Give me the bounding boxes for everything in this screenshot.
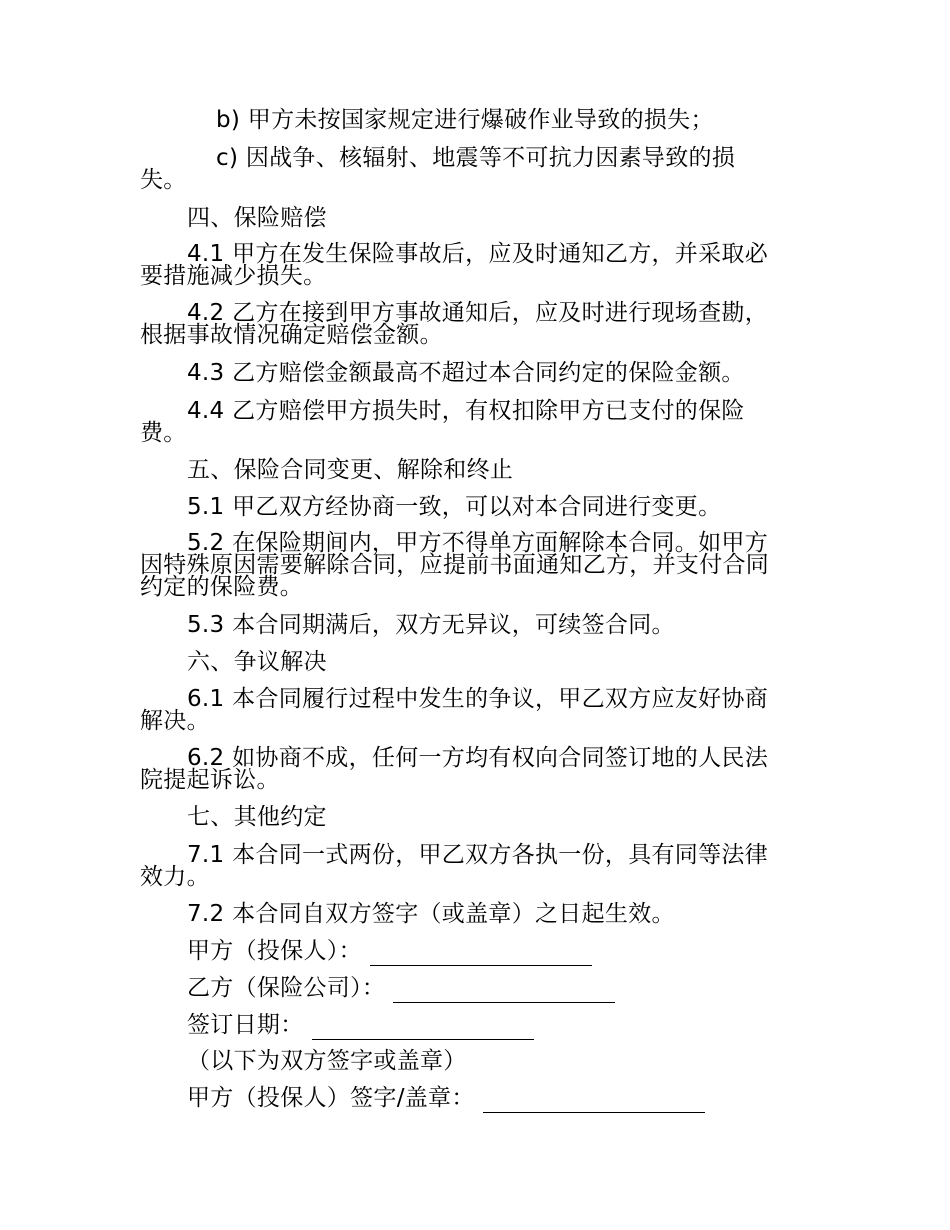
party-a-field bbox=[187, 936, 592, 966]
party-a-label: 甲方（投保人）： bbox=[187, 938, 362, 964]
party-b-label: 乙方（保险公司）： bbox=[187, 975, 386, 1001]
party-a-sign-field bbox=[187, 1083, 705, 1113]
party-a-blank[interactable] bbox=[370, 941, 592, 966]
clause-line: 7.2 本合同自双方签字（或盖章）之日起生效。 bbox=[187, 901, 675, 927]
clause-line: 7.1 本合同一式两份，甲乙双方各执一份，具有同等法律 bbox=[187, 842, 768, 868]
clause-line: b) 甲方未按国家规定进行爆破作业导致的损失； bbox=[216, 107, 714, 133]
clause-line: 5.2 在保险期间内，甲方不得单方面解除本合同。如甲方 bbox=[187, 530, 768, 556]
clause-line: 根据事故情况确定赔偿金额。 bbox=[140, 322, 443, 348]
clause-line: 要措施减少损失。 bbox=[140, 263, 327, 289]
clause-line: 解决。 bbox=[140, 708, 210, 734]
clause-line: 4.1 甲方在发生保险事故后，应及时通知乙方，并采取必 bbox=[187, 241, 768, 267]
clause-line: 5.3 本合同期满后，双方无异议，可续签合同。 bbox=[187, 612, 675, 638]
clause-line: 效力。 bbox=[140, 864, 210, 890]
sign-date-blank[interactable] bbox=[312, 1015, 534, 1040]
clause-line: 6.2 如协商不成，任何一方均有权向合同签订地的人民法 bbox=[187, 745, 768, 771]
clause-line: 4.2 乙方在接到甲方事故通知后，应及时进行现场查勘， bbox=[187, 300, 768, 326]
sign-date-label: 签订日期： bbox=[187, 1012, 304, 1038]
clause-line: 6.1 本合同履行过程中发生的争议，甲乙双方应友好协商 bbox=[187, 686, 768, 712]
clause-line: 4.4 乙方赔偿甲方损失时，有权扣除甲方已支付的保险 bbox=[187, 398, 745, 424]
clause-line: 院提起诉讼。 bbox=[140, 767, 280, 793]
party-a-sign-blank[interactable] bbox=[483, 1088, 705, 1113]
signature-note: （以下为双方签字或盖章） bbox=[187, 1048, 467, 1074]
party-b-field bbox=[187, 973, 615, 1003]
clause-line: 失。 bbox=[140, 167, 187, 193]
clause-line: 4.3 乙方赔偿金额最高不超过本合同约定的保险金额。 bbox=[187, 360, 745, 386]
section-heading: 五、保险合同变更、解除和终止 bbox=[187, 457, 514, 483]
section-heading: 四、保险赔偿 bbox=[187, 205, 327, 231]
clause-line: 因特殊原因需要解除合同，应提前书面通知乙方，并支付合同 bbox=[140, 552, 770, 578]
party-b-blank[interactable] bbox=[393, 978, 615, 1003]
section-heading: 六、争议解决 bbox=[187, 649, 327, 675]
clause-line: 费。 bbox=[140, 420, 187, 446]
sign-date-field bbox=[187, 1010, 534, 1040]
party-a-sign-label: 甲方（投保人）签字/盖章： bbox=[187, 1085, 475, 1111]
clause-line: 约定的保险费。 bbox=[140, 574, 304, 600]
clause-line: 5.1 甲乙双方经协商一致，可以对本合同进行变更。 bbox=[187, 494, 722, 520]
clause-line: c) 因战争、核辐射、地震等不可抗力因素导致的损 bbox=[216, 145, 736, 171]
section-heading: 七、其他约定 bbox=[187, 804, 327, 830]
